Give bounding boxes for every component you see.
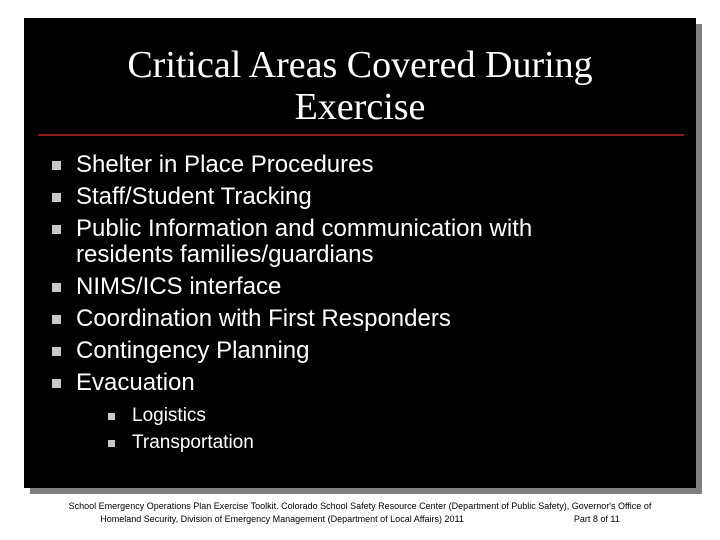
footer-citation: Homeland Security, Division of Emergency Management (Department of Local Affairs) 2011 — [100, 514, 464, 524]
bullet-text: Shelter in Place Procedures — [76, 151, 374, 178]
title-line-1: Critical Areas Covered During — [127, 44, 593, 86]
bullet-text: Staff/Student Tracking — [76, 183, 312, 210]
square-bullet-icon — [52, 379, 61, 388]
bullet-text: Coordination with First Responders — [76, 305, 451, 332]
footer-line-2 — [0, 513, 720, 526]
evacuation-sub-list — [108, 402, 672, 456]
square-bullet-icon — [52, 315, 61, 324]
slide-title — [24, 44, 696, 128]
square-bullet-icon — [52, 161, 61, 170]
page-number: Part 8 of 11 — [573, 514, 620, 524]
bullet-item-contingency — [52, 338, 672, 364]
square-bullet-icon — [52, 193, 61, 202]
square-bullet-icon — [52, 283, 61, 292]
title-line-2: Exercise — [294, 86, 426, 128]
square-bullet-icon — [52, 347, 61, 356]
bullet-item-shelter — [52, 152, 672, 178]
bullet-text-line-1: Public Information and communication with — [76, 215, 533, 242]
bullet-list — [52, 146, 672, 456]
bullet-item-tracking — [52, 184, 672, 210]
bullet-item-evacuation — [52, 370, 672, 456]
bullet-item-public-information — [52, 216, 672, 268]
sub-bullet-text: Transportation — [132, 432, 254, 453]
square-bullet-icon — [52, 225, 61, 234]
bullet-item-nims-ics — [52, 274, 672, 300]
title-divider — [38, 134, 684, 136]
bullet-text: NIMS/ICS interface — [76, 273, 282, 300]
slide-panel — [24, 18, 696, 488]
footer-line-1: School Emergency Operations Plan Exercise Toolkit. Colorado School Safety Resource Center (Department of Public Safety), Governor's Office of — [68, 501, 652, 511]
sub-bullet-text: Logistics — [132, 405, 206, 426]
bullet-text: Contingency Planning — [76, 337, 310, 364]
square-sub-bullet-icon — [108, 440, 115, 447]
sub-bullet-logistics — [108, 402, 672, 429]
slide-footer — [0, 500, 720, 526]
bullet-text-line-2: residents families/guardians — [76, 241, 374, 268]
square-sub-bullet-icon — [108, 413, 115, 420]
bullet-item-coordination — [52, 306, 672, 332]
sub-bullet-transportation — [108, 429, 672, 456]
bullet-text: Evacuation — [76, 369, 195, 396]
